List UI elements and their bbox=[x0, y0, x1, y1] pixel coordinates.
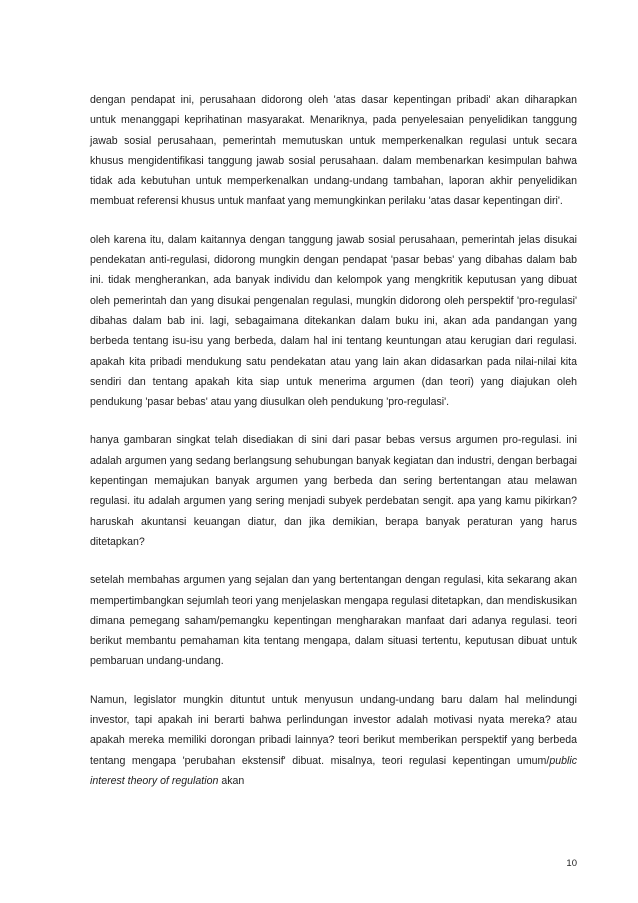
paragraph-1 bbox=[90, 90, 577, 212]
italic-term: public interest theory of regulation bbox=[90, 754, 577, 787]
paragraph-3 bbox=[90, 430, 577, 552]
paragraph-5 bbox=[90, 690, 577, 791]
body-text bbox=[90, 90, 577, 809]
paragraph-text: setelah membahas argumen yang sejalan dan yang bertentangan dengan regulasi, kita sekarang akan mempertimbangkan sejumlah teori yang menjelaskan mengapa regulasi ditetapkan, dan mendiskusikan dimana pemegang saham/pemangku kepentingan mengharakan manfaat dari adanya regulasi. teori berikut membantu pemahaman kita tentang mengapa, dalam situasi tertentu, keputusan dibuat untuk pembaruan undang-undang. bbox=[90, 574, 577, 668]
paragraph-2 bbox=[90, 230, 577, 413]
paragraph-text: dengan pendapat ini, perusahaan didorong oleh 'atas dasar kepentingan pribadi' akan diharapkan untuk menanggapi keprihatinan masyarakat. Menariknya, pada penyelesaian penyelidikan tanggung jawab sosial perusahaan, pemerintah memutuskan untuk memperkenalkan regulasi untuk secara khusus mengidentifikasi tanggung jawab sosial perusahaan. dalam membenarkan kesimpulan bahwa tidak ada kebutuhan untuk memperkenalkan undang-undang tambahan, laporan akhir penyelidikan membuat referensi khusus untuk manfaat yang memungkinkan perilaku 'atas dasar kepentingan diri'. bbox=[90, 94, 577, 208]
page-number: 10 bbox=[566, 858, 577, 869]
paragraph-text: oleh karena itu, dalam kaitannya dengan tanggung jawab sosial perusahaan, pemerintah jelas disukai pendekatan anti-regulasi, didorong mungkin dengan pendapat 'pasar bebas' yang dibahas dalam bab ini. tidak mengherankan, ada banyak individu dan kelompok yang mengkritik keputusan yang dibuat oleh pemerintah dan yang disukai pengenalan regulasi, mungkin didorong oleh perspektif 'pro-regulasi' dibahas dalam bab ini. lagi, sebagaimana ditekankan dalam buku ini, akan ada pandangan yang berbeda tentang isu-isu yang berbeda, dalam hal ini tentang keuntungan atau kerugian dari regulasi. apakah kita pribadi mendukung satu pendekatan atau yang lain akan didasarkan pada nilai-nilai kita sendiri dan tentang apakah kita siap untuk menerima argumen (dan teori) yang diajukan oleh pendukung 'pasar bebas' atau yang diusulkan oleh pendukung 'pro-regulasi'. bbox=[90, 233, 577, 409]
paragraph-text-end: akan bbox=[218, 774, 245, 787]
paragraph-text: hanya gambaran singkat telah disediakan di sini dari pasar bebas versus argumen pro-regulasi. ini adalah argumen yang sedang berlangsung sehubungan banyak kegiatan dan industri, dengan berbagai kepentingan memajukan banyak argumen yang berbeda dan sering bertentangan atau melawan regulasi. itu adalah argumen yang sering menjadi subyek perdebatan sengit. apa yang kamu pikirkan? haruskah akuntansi keuangan diatur, dan jika demikian, berapa banyak peraturan yang harus ditetapkan? bbox=[90, 434, 577, 548]
paragraph-text: Namun, legislator mungkin dituntut untuk menyusun undang-undang baru dalam hal melindungi investor, tapi apakah ini berarti bahwa perlindungan investor adalah motivasi nyata mereka? atau apakah mereka memiliki dorongan pribadi lainnya? teori berikut memberikan perspektif yang berbeda tentang mengapa 'perubahan ekstensif' dibuat. misalnya, teori regulasi kepentingan umum/ bbox=[90, 693, 577, 767]
paragraph-4 bbox=[90, 570, 577, 671]
